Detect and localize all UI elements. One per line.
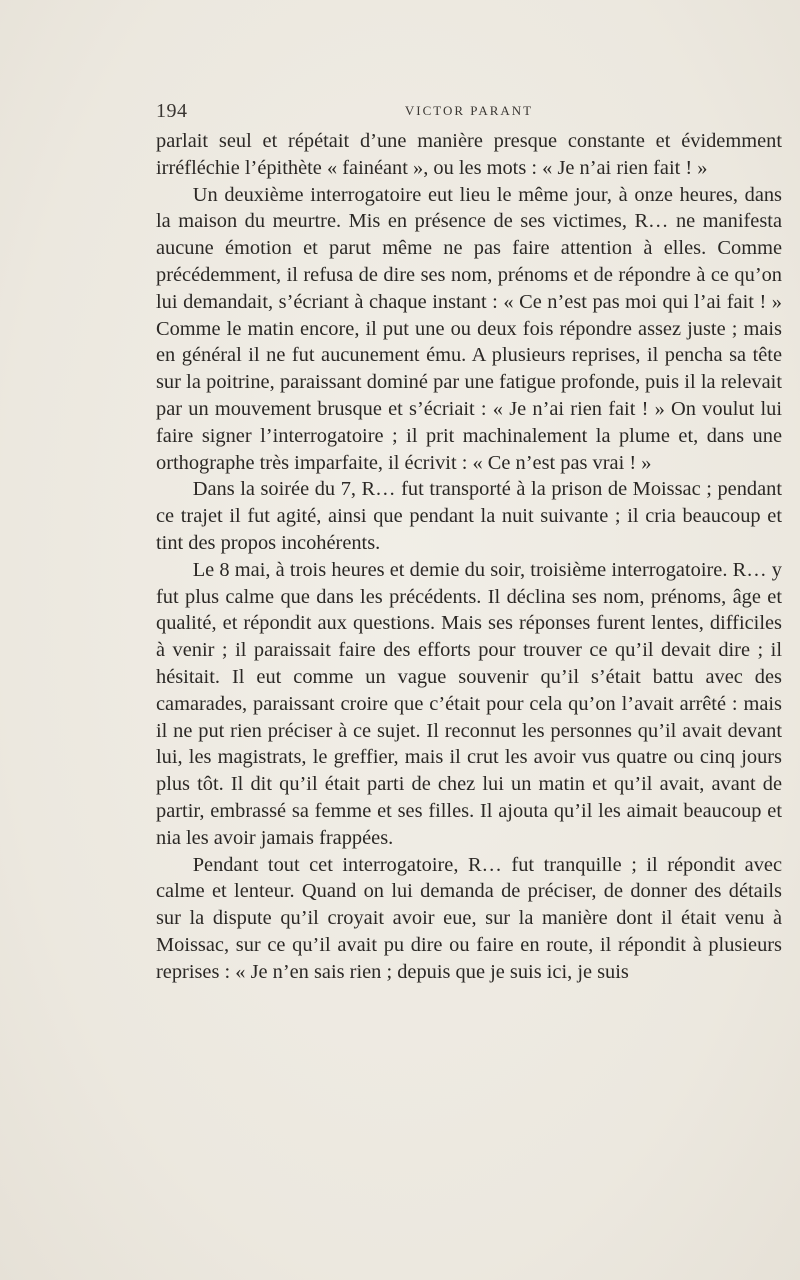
page-header [156, 100, 782, 126]
body-text [156, 128, 782, 986]
paragraph-1: parlait seul et répétait d’une manière presque constante et évidemment irréfléchie l’épithète « fainéant », ou les mots : « Je n’ai rien fait ! » [156, 130, 782, 179]
running-head: VICTOR PARANT [404, 103, 534, 118]
paragraph-5: Pendant tout cet interrogatoire, R… fut tranquille ; il répondit avec calme et lenteur. Quand on lui demanda de préciser, de donner des détails sur la dispute qu’il croyait avoir eue, sur la manière dont il était venu à Moissac, sur ce qu’il avait pu dire ou faire en route, il répondit à plusieurs reprises : « Je n’en sais rien ; depuis que je suis ici, je suis [156, 853, 782, 983]
paragraph-3: Dans la soirée du 7, R… fut transporté à la prison de Moissac ; pendant ce trajet il fut agité, ainsi que pendant la nuit suivante ; il cria beaucoup et tint des propos incohérents. [156, 478, 782, 554]
paragraph-4: Le 8 mai, à trois heures et demie du soir, troisième interrogatoire. R… y fut plus calme que dans les précédents. Il déclina ses nom, prénoms, âge et qualité, et répondit aux questions. Mais ses réponses furent lentes, difficiles à venir ; il paraissait faire des efforts pour trouver ce qu’il devait dire ; il hésitait. Il eut comme un vague souvenir qu’il s’était battu avec des camarades, paraissant croire que c’était pour cela qu’on l’avait arrêté : mais il ne put rien préciser à ce sujet. Il reconnut les personnes qu’il avait devant lui, les magistrats, le greffier, mais il crut les avoir vus quatre ou cinq jours plus tôt. Il dit qu’il était parti de chez lui un matin et qu’il avait, avant de partir, embrassé sa femme et ses filles. Il ajouta qu’il les aimait beaucoup et nia les avoir jamais frappées. [156, 558, 782, 849]
paragraph-2: Un deuxième interrogatoire eut lieu le même jour, à onze heures, dans la maison du meurtre. Mis en présence de ses victimes, R… ne manifesta aucune émotion et parut même ne pas faire attention à elles. Comme précédemment, il refusa de dire ses nom, prénoms et de répondre à ce qu’on lui demandait, s’écriant à chaque instant : « Ce n’est pas moi qui l’ai fait ! » Comme le matin encore, il put une ou deux fois répondre assez juste ; mais en général il ne fut aucunement ému. A plusieurs reprises, il pencha sa tête sur la poitrine, paraissant dominé par une fatigue profonde, puis il la relevait par un mouvement brusque et s’écriait : « Je n’ai rien fait ! » On voulut lui faire signer l’interrogatoire ; il prit machinalement la plume et, dans une orthographe très imparfaite, il écrivit : « Ce n’est pas vrai ! » [156, 183, 782, 474]
page-number: 194 [156, 100, 188, 122]
